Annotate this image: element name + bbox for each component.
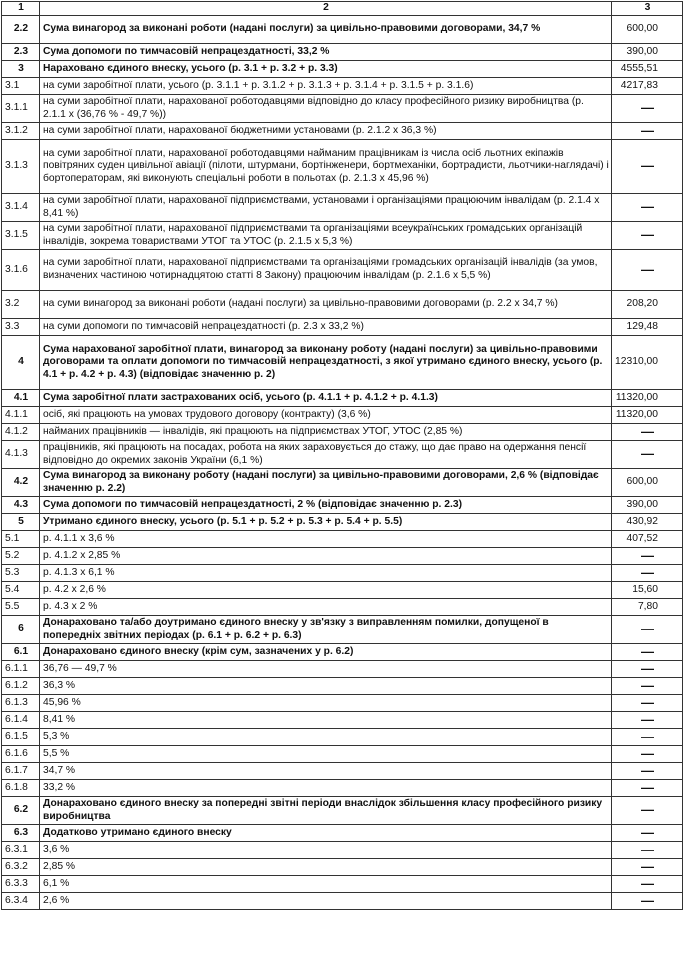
row-number: 6.1.1 bbox=[2, 661, 40, 678]
row-value: 12310,00 bbox=[612, 336, 683, 390]
row-number: 4 bbox=[2, 336, 40, 390]
table-row bbox=[2, 44, 683, 61]
table-row bbox=[2, 16, 683, 44]
row-value: — bbox=[612, 842, 683, 859]
row-description: Донараховано та/або доутримано єдиного внеску у зв'язку з виправленням помилки, допущеної в попередніх звітних періодах (р. 6.1 + р. 6.2 + р. 6.3) bbox=[40, 616, 612, 644]
row-number: 3.1.5 bbox=[2, 222, 40, 250]
row-number: 5.4 bbox=[2, 582, 40, 599]
table-row bbox=[2, 514, 683, 531]
header-col-2: 2 bbox=[40, 2, 612, 16]
row-number: 6.1.7 bbox=[2, 763, 40, 780]
row-description: Утримано єдиного внеску, усього (р. 5.1 + р. 5.2 + р. 5.3 + р. 5.4 + р. 5.5) bbox=[40, 514, 612, 531]
row-number: 2.3 bbox=[2, 44, 40, 61]
row-value: 15,60 bbox=[612, 582, 683, 599]
row-description: 2,85 % bbox=[40, 859, 612, 876]
row-value: — bbox=[612, 763, 683, 780]
row-description: на суми заробітної плати, нарахованої роботодавцями найманим працівникам із числа осіб льотних екіпажів повітряних суден цивільної авіації (пілоти, штурмани, бортінженери, бортмеханіки, бортрадисти, льотчики-наглядачі) і бортоператорам, які виконують спеціальні роботи в польотах (р. 2.1.3 х 45,96 %) bbox=[40, 140, 612, 194]
row-value: — bbox=[612, 441, 683, 469]
table-row bbox=[2, 712, 683, 729]
row-description: Сума допомоги по тимчасовій непрацездатності, 2 % (відповідає значенню р. 2.3) bbox=[40, 497, 612, 514]
row-description: Сума винагород за виконані роботи (надані послуги) за цивільно-правовими договорами, 34,7 % bbox=[40, 16, 612, 44]
row-value: — bbox=[612, 194, 683, 222]
table-row bbox=[2, 222, 683, 250]
row-number: 6 bbox=[2, 616, 40, 644]
row-value: — bbox=[612, 893, 683, 910]
row-description: 5,3 % bbox=[40, 729, 612, 746]
row-number: 6.1.4 bbox=[2, 712, 40, 729]
row-description: 36,76 — 49,7 % bbox=[40, 661, 612, 678]
row-description: на суми заробітної плати, нарахованої роботодавцями відповідно до класу професійного ризику виробництва (р. 2.1.1 х (36,76 % - 49,7 %)) bbox=[40, 95, 612, 123]
table-row bbox=[2, 825, 683, 842]
row-number: 5.5 bbox=[2, 599, 40, 616]
row-description: на суми заробітної плати, нарахованої підприємствами, установами і організаціями працюючим інвалідам (р. 2.1.4 х 8,41 %) bbox=[40, 194, 612, 222]
row-description: 36,3 % bbox=[40, 678, 612, 695]
row-value: 600,00 bbox=[612, 16, 683, 44]
table-row bbox=[2, 497, 683, 514]
row-value: — bbox=[612, 548, 683, 565]
table-row bbox=[2, 763, 683, 780]
row-number: 6.1.3 bbox=[2, 695, 40, 712]
table-row bbox=[2, 893, 683, 910]
row-number: 6.3.4 bbox=[2, 893, 40, 910]
row-number: 4.3 bbox=[2, 497, 40, 514]
row-number: 3.1.1 bbox=[2, 95, 40, 123]
row-number: 6.3.2 bbox=[2, 859, 40, 876]
row-description: Донараховано єдиного внеску за попередні звітні періоди внаслідок збільшення класу професійного ризику виробництва bbox=[40, 797, 612, 825]
row-description: р. 4.1.1 х 3,6 % bbox=[40, 531, 612, 548]
row-number: 6.3.1 bbox=[2, 842, 40, 859]
table-row bbox=[2, 876, 683, 893]
row-description: на суми допомоги по тимчасовій непрацездатності (р. 2.3 х 33,2 %) bbox=[40, 319, 612, 336]
row-number: 6.1.8 bbox=[2, 780, 40, 797]
row-number: 5.1 bbox=[2, 531, 40, 548]
row-description: на суми заробітної плати, нарахованої підприємствами та організаціями всеукраїнських громадських організацій інвалідів, зокрема товариствами УТОГ та УТОС (р. 2.1.5 х 5,3 %) bbox=[40, 222, 612, 250]
table-row bbox=[2, 95, 683, 123]
row-number: 4.1.1 bbox=[2, 407, 40, 424]
row-description: Сума заробітної плати застрахованих осіб, усього (р. 4.1.1 + р. 4.1.2 + р. 4.1.3) bbox=[40, 390, 612, 407]
row-description: р. 4.1.3 х 6,1 % bbox=[40, 565, 612, 582]
row-value: — bbox=[612, 678, 683, 695]
table-row bbox=[2, 390, 683, 407]
row-number: 3.2 bbox=[2, 291, 40, 319]
row-value: — bbox=[612, 859, 683, 876]
row-number: 6.2 bbox=[2, 797, 40, 825]
row-number: 6.1.6 bbox=[2, 746, 40, 763]
row-description: на суми винагород за виконані роботи (надані послуги) за цивільно-правовими договорами (р. 2.2 х 34,7 %) bbox=[40, 291, 612, 319]
row-value: — bbox=[612, 123, 683, 140]
row-description: Сума допомоги по тимчасовій непрацездатності, 33,2 % bbox=[40, 44, 612, 61]
row-description: Сума винагород за виконану роботу (надані послуги) за цивільно-правовими договорами, 2,6 % (відповідає значенню р. 2.2) bbox=[40, 469, 612, 497]
row-description: Додатково утримано єдиного внеску bbox=[40, 825, 612, 842]
row-value: 11320,00 bbox=[612, 407, 683, 424]
row-value: — bbox=[612, 729, 683, 746]
row-number: 5 bbox=[2, 514, 40, 531]
row-value: — bbox=[612, 565, 683, 582]
row-description: 45,96 % bbox=[40, 695, 612, 712]
table-row bbox=[2, 565, 683, 582]
row-value: — bbox=[612, 746, 683, 763]
row-description: 34,7 % bbox=[40, 763, 612, 780]
table-row bbox=[2, 678, 683, 695]
row-description: Донараховано єдиного внеску (крім сум, зазначених у р. 6.2) bbox=[40, 644, 612, 661]
table-row bbox=[2, 644, 683, 661]
row-description: на суми заробітної плати, усього (р. 3.1.1 + р. 3.1.2 + р. 3.1.3 + р. 3.1.4 + р. 3.1.5 + р. 3.1.6) bbox=[40, 78, 612, 95]
row-value: — bbox=[612, 695, 683, 712]
row-number: 3.1 bbox=[2, 78, 40, 95]
row-value: — bbox=[612, 644, 683, 661]
row-description: 8,41 % bbox=[40, 712, 612, 729]
row-number: 3.1.2 bbox=[2, 123, 40, 140]
table-row bbox=[2, 729, 683, 746]
table-row bbox=[2, 746, 683, 763]
table-row bbox=[2, 616, 683, 644]
row-number: 6.3 bbox=[2, 825, 40, 842]
header-col-1: 1 bbox=[2, 2, 40, 16]
row-description: р. 4.3 х 2 % bbox=[40, 599, 612, 616]
row-description: працівників, які працюють на посадах, робота на яких зараховується до стажу, що дає право на одержання пенсії відповідно до окремих законів України (6,1 %) bbox=[40, 441, 612, 469]
row-value: 390,00 bbox=[612, 497, 683, 514]
row-description: 6,1 % bbox=[40, 876, 612, 893]
row-number: 4.2 bbox=[2, 469, 40, 497]
table-row bbox=[2, 291, 683, 319]
table-row bbox=[2, 319, 683, 336]
row-value: — bbox=[612, 825, 683, 842]
row-description: р. 4.2 х 2,6 % bbox=[40, 582, 612, 599]
row-value: 129,48 bbox=[612, 319, 683, 336]
row-value: — bbox=[612, 95, 683, 123]
row-number: 4.1.2 bbox=[2, 424, 40, 441]
table-row bbox=[2, 424, 683, 441]
row-value: 600,00 bbox=[612, 469, 683, 497]
table-row bbox=[2, 441, 683, 469]
table-row bbox=[2, 78, 683, 95]
row-description: на суми заробітної плати, нарахованої підприємствами та організаціями громадських організацій інвалідів (за умов, визначених частиною чотирнадцятою статті 8 Закону) працюючим інвалідам (р. 2.1.6 х 5,5 %) bbox=[40, 250, 612, 291]
row-value: 4555,51 bbox=[612, 61, 683, 78]
row-value: 407,52 bbox=[612, 531, 683, 548]
row-description: на суми заробітної плати, нарахованої бюджетними установами (р. 2.1.2 х 36,3 %) bbox=[40, 123, 612, 140]
row-value: 208,20 bbox=[612, 291, 683, 319]
row-description: Нараховано єдиного внеску, усього (р. 3.1 + р. 3.2 + р. 3.3) bbox=[40, 61, 612, 78]
row-value: 4217,83 bbox=[612, 78, 683, 95]
row-value: — bbox=[612, 424, 683, 441]
row-number: 3.3 bbox=[2, 319, 40, 336]
row-value: — bbox=[612, 222, 683, 250]
table-row bbox=[2, 336, 683, 390]
table-row bbox=[2, 548, 683, 565]
table-row bbox=[2, 407, 683, 424]
row-description: Сума нарахованої заробітної плати, винагород за виконану роботу (надані послуги) за цивільно-правовими договорами та оплати допомоги по тимчасовій непрацездатності, з якої утримано єдиного внеску, усього (р. 4.1 + р. 4.2 + р. 4.3) (відповідає значенню р. 2) bbox=[40, 336, 612, 390]
row-value: — bbox=[612, 712, 683, 729]
row-description: р. 4.1.2 х 2,85 % bbox=[40, 548, 612, 565]
table-row bbox=[2, 599, 683, 616]
table-row bbox=[2, 469, 683, 497]
table-row bbox=[2, 859, 683, 876]
row-number: 3 bbox=[2, 61, 40, 78]
row-number: 6.1.5 bbox=[2, 729, 40, 746]
row-value: 7,80 bbox=[612, 599, 683, 616]
row-value: — bbox=[612, 780, 683, 797]
row-number: 2.2 bbox=[2, 16, 40, 44]
row-value: — bbox=[612, 250, 683, 291]
row-value: 390,00 bbox=[612, 44, 683, 61]
table-row bbox=[2, 842, 683, 859]
row-value: — bbox=[612, 661, 683, 678]
row-number: 3.1.4 bbox=[2, 194, 40, 222]
row-value: — bbox=[612, 797, 683, 825]
row-number: 6.1 bbox=[2, 644, 40, 661]
report-table bbox=[1, 1, 683, 910]
row-number: 6.1.2 bbox=[2, 678, 40, 695]
row-description: 33,2 % bbox=[40, 780, 612, 797]
row-number: 5.2 bbox=[2, 548, 40, 565]
row-description: 5,5 % bbox=[40, 746, 612, 763]
row-number: 5.3 bbox=[2, 565, 40, 582]
table-row bbox=[2, 140, 683, 194]
table-body bbox=[2, 2, 683, 910]
row-description: осіб, які працюють на умовах трудового договору (контракту) (3,6 %) bbox=[40, 407, 612, 424]
row-number: 3.1.6 bbox=[2, 250, 40, 291]
row-value: — bbox=[612, 876, 683, 893]
row-value: 11320,00 bbox=[612, 390, 683, 407]
table-row bbox=[2, 797, 683, 825]
row-number: 4.1 bbox=[2, 390, 40, 407]
table-row bbox=[2, 123, 683, 140]
header-col-3: 3 bbox=[612, 2, 683, 16]
table-row bbox=[2, 250, 683, 291]
table-row bbox=[2, 780, 683, 797]
row-description: 3,6 % bbox=[40, 842, 612, 859]
header-row bbox=[2, 2, 683, 16]
row-number: 3.1.3 bbox=[2, 140, 40, 194]
row-description: 2,6 % bbox=[40, 893, 612, 910]
table-row bbox=[2, 61, 683, 78]
row-number: 6.3.3 bbox=[2, 876, 40, 893]
row-number: 4.1.3 bbox=[2, 441, 40, 469]
row-description: найманих працівників — інвалідів, які працюють на підприємствах УТОГ, УТОС (2,85 %) bbox=[40, 424, 612, 441]
table-row bbox=[2, 661, 683, 678]
row-value: — bbox=[612, 616, 683, 644]
table-row bbox=[2, 582, 683, 599]
row-value: — bbox=[612, 140, 683, 194]
row-value: 430,92 bbox=[612, 514, 683, 531]
table-row bbox=[2, 695, 683, 712]
table-row bbox=[2, 194, 683, 222]
table-row bbox=[2, 531, 683, 548]
